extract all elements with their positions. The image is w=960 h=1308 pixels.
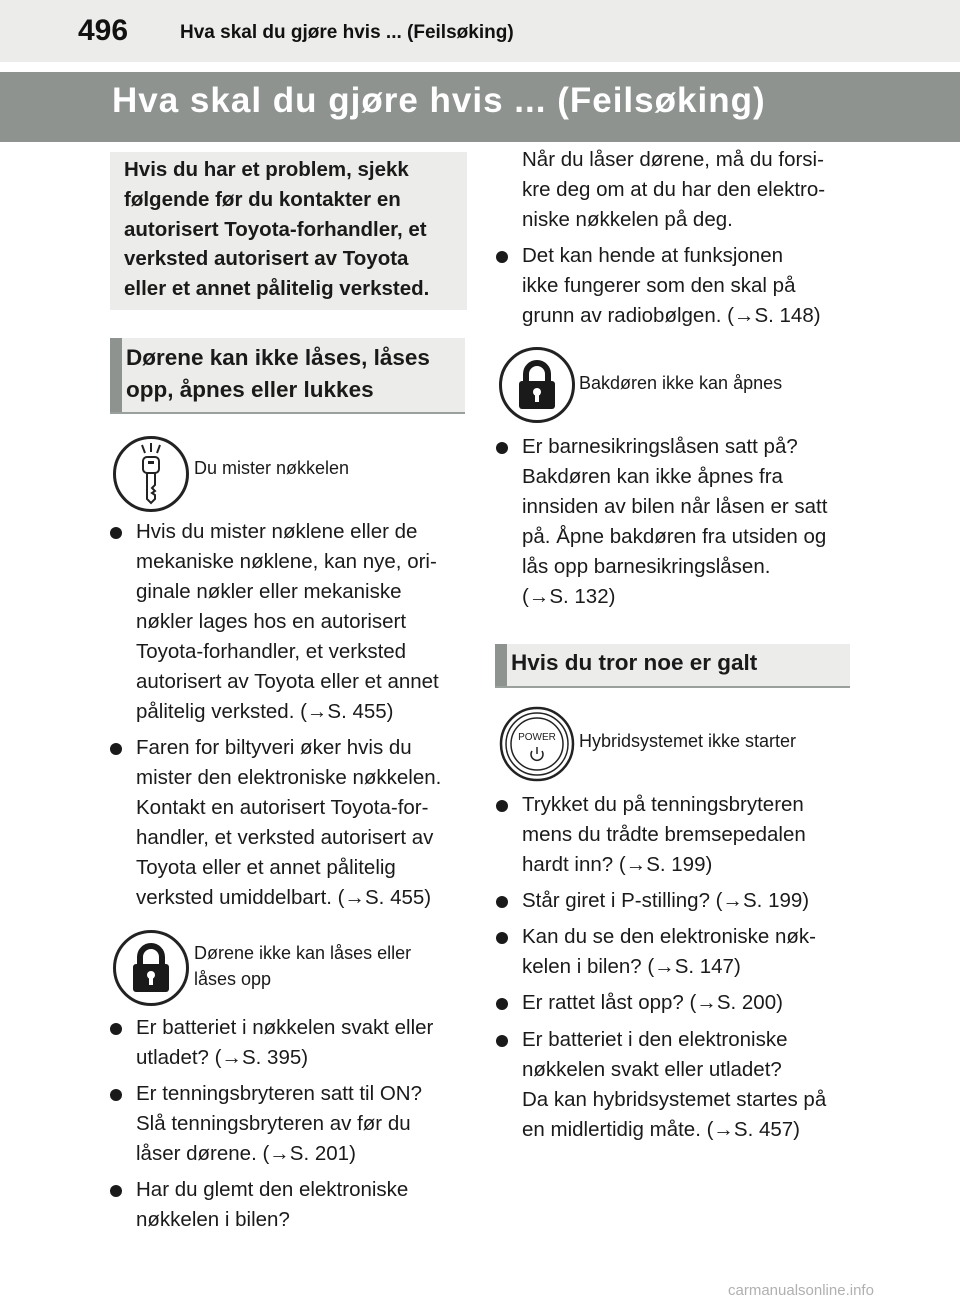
lock-icon (113, 930, 189, 1006)
section-title-doors: Dørene kan ikke låses, låses opp, åpnes eller lukkes (126, 345, 430, 402)
bullet-text: Er tenningsbryteren satt til ON? Slå tenningsbryteren av før du låser dørene. (→S. 201) (136, 1082, 422, 1165)
section-accent-bar (495, 644, 507, 686)
bullet-icon (496, 998, 508, 1010)
intro-text: Hvis du har et problem, sjekk følgende før du kontakter en autorisert Toyota-forhandler, et verksted autorisert av Toyota eller et annet pålitelig verksted. (124, 158, 430, 301)
bullet-icon (110, 1185, 122, 1197)
bullet-text: Trykket du på tenningsbryteren mens du trådte bremsepedalen hardt inn? (→S. 199) (522, 793, 806, 876)
power-button-icon (499, 706, 575, 782)
bullet-text: Er batteriet i den elektroniske nøkkelen svakt eller utladet? Da kan hybridsystemet startes på en midlertidig måte. (→S. 457) (522, 1028, 827, 1141)
bullet-icon (110, 1023, 122, 1035)
page-title: Hva skal du gjøre hvis ... (Feilsøking) (112, 81, 766, 120)
bullet-text: Det kan hende at funksjonen ikke fungerer som den skal på grunn av radiobølgen. (→S. 148) (522, 244, 821, 327)
section-header-problem (495, 644, 850, 688)
key-icon-label: Du mister nøkkelen (194, 458, 350, 478)
bullet-icon (110, 1089, 122, 1101)
section-accent-bar (110, 338, 122, 412)
running-title: Hva skal du gjøre hvis ... (Feilsøking) (180, 22, 514, 43)
bullet-text: Har du glemt den elektroniske nøkkelen i bilen? (136, 1178, 409, 1231)
continued-text: Når du låser dørene, må du forsi- kre deg om at du har den elektro- niske nøkkelen på deg. (522, 148, 826, 231)
bullet-icon (496, 896, 508, 908)
back-door-lock-icon (499, 347, 575, 423)
bullet-icon (496, 251, 508, 263)
bullet-text: Er batteriet i nøkkelen svakt eller utladet? (→S. 395) (136, 1016, 434, 1069)
bullet-text: Kan du se den elektroniske nøk- kelen i bilen? (→S. 147) (522, 925, 816, 978)
bullet-text: Hvis du mister nøklene eller de mekaniske nøklene, kan nye, ori- ginale nøkler eller mekaniske nøkler lages hos en autorisert Toyota-forhandler, et verksted autorisert av Toyota eller et annet pålitelig verksted. (→S. 455) (136, 520, 439, 723)
back-door-icon-label: Bakdøren ikke kan åpnes (579, 373, 783, 393)
lock-icon-label: Dørene ikke kan låses eller låses opp (194, 943, 412, 989)
key-icon (113, 436, 189, 512)
section-title-problem: Hvis du tror noe er galt (511, 650, 758, 675)
bullet-text: Står giret i P-stilling? (→S. 199) (522, 889, 810, 912)
bullet-icon (496, 1035, 508, 1047)
page-number: 496 (78, 14, 129, 47)
watermark-url: carmanualsonline.info (728, 1282, 874, 1299)
bullet-text: Er rattet låst opp? (→S. 200) (522, 991, 783, 1014)
power-icon-text: POWER (518, 732, 556, 743)
bullet-icon (496, 932, 508, 944)
bullet-icon (496, 800, 508, 812)
bullet-icon (110, 743, 122, 755)
bullet-text: Faren for biltyveri øker hvis du mister den elektroniske nøkkelen. Kontakt en autorisert Toyota-for- handler, et verksted autorisert av Toyota eller et annet pålitelig verksted umiddelbart. (→S. 455) (136, 736, 442, 909)
intro-box (110, 152, 467, 310)
bullet-text: Er barnesikringslåsen satt på? Bakdøren kan ikke åpnes fra innsiden av bilen når låsen er satt på. Åpne bakdøren fra utsiden og lås opp barnesikringslåsen. (→S. 132) (522, 435, 828, 608)
section-header-doors (110, 338, 465, 414)
bullet-icon (496, 442, 508, 454)
bullet-icon (110, 527, 122, 539)
power-icon-label: Hybridsystemet ikke starter (579, 731, 797, 751)
